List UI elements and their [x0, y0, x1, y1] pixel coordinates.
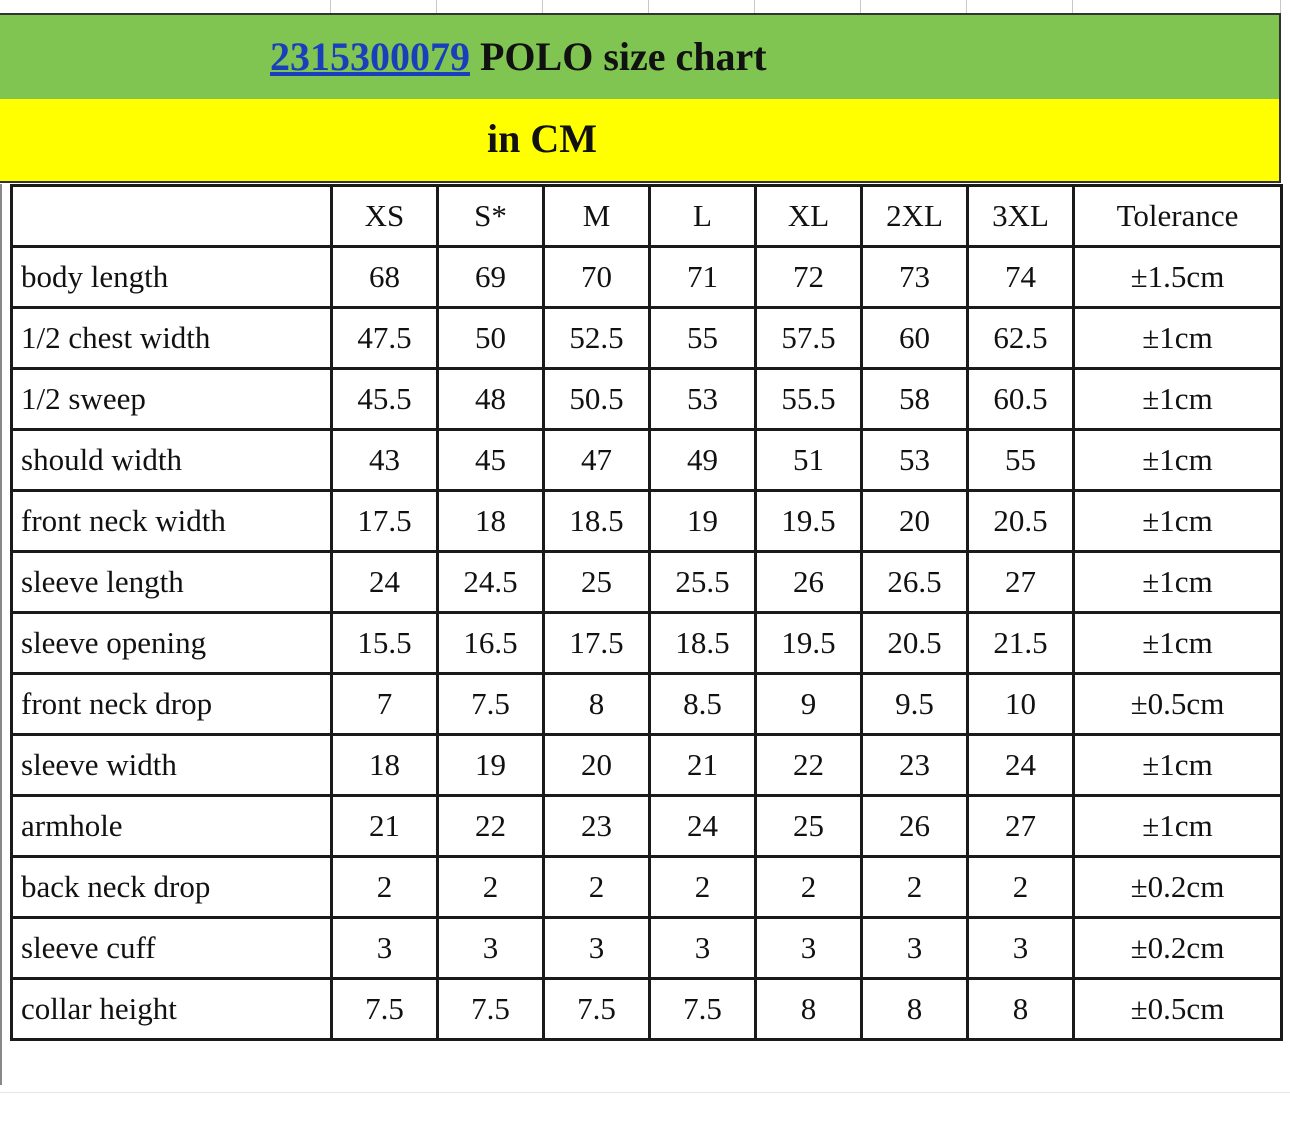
size-value-cell: 3	[650, 918, 756, 979]
table-row	[12, 674, 1282, 735]
size-value-cell: 55.5	[756, 369, 862, 430]
size-value-cell: 71	[650, 247, 756, 308]
measurement-label: armhole	[12, 796, 332, 857]
column-header: Tolerance	[1074, 186, 1282, 247]
size-value-cell: 2	[862, 857, 968, 918]
size-value-cell: 73	[862, 247, 968, 308]
size-value-cell: 45.5	[332, 369, 438, 430]
size-value-cell: 22	[756, 735, 862, 796]
size-value-cell: 3	[438, 918, 544, 979]
size-value-cell: 50	[438, 308, 544, 369]
header-corner-cell	[12, 186, 332, 247]
size-value-cell: 7.5	[332, 979, 438, 1040]
size-value-cell: 8.5	[650, 674, 756, 735]
measurement-label: back neck drop	[12, 857, 332, 918]
size-value-cell: 16.5	[438, 613, 544, 674]
title-suffix: POLO size chart	[470, 34, 767, 79]
column-header: M	[544, 186, 650, 247]
size-value-cell: 26.5	[862, 552, 968, 613]
size-value-cell: 8	[968, 979, 1074, 1040]
column-header: XS	[332, 186, 438, 247]
size-value-cell: 2	[968, 857, 1074, 918]
tolerance-cell: ±0.5cm	[1074, 674, 1282, 735]
size-value-cell: 9.5	[862, 674, 968, 735]
column-header: XL	[756, 186, 862, 247]
table-row	[12, 857, 1282, 918]
size-value-cell: 20.5	[968, 491, 1074, 552]
column-header: S*	[438, 186, 544, 247]
size-value-cell: 69	[438, 247, 544, 308]
size-value-cell: 45	[438, 430, 544, 491]
size-value-cell: 18	[332, 735, 438, 796]
size-value-cell: 25	[756, 796, 862, 857]
size-value-cell: 18.5	[650, 613, 756, 674]
measurement-label: 1/2 chest width	[12, 308, 332, 369]
tolerance-cell: ±1cm	[1074, 369, 1282, 430]
size-value-cell: 26	[756, 552, 862, 613]
size-value-cell: 58	[862, 369, 968, 430]
tolerance-cell: ±1cm	[1074, 430, 1282, 491]
size-value-cell: 19.5	[756, 613, 862, 674]
tolerance-cell: ±1cm	[1074, 735, 1282, 796]
size-value-cell: 17.5	[332, 491, 438, 552]
size-value-cell: 26	[862, 796, 968, 857]
measurement-label: 1/2 sweep	[12, 369, 332, 430]
size-value-cell: 20	[544, 735, 650, 796]
size-value-cell: 27	[968, 552, 1074, 613]
size-value-cell: 17.5	[544, 613, 650, 674]
size-value-cell: 43	[332, 430, 438, 491]
column-header: L	[650, 186, 756, 247]
size-value-cell: 3	[332, 918, 438, 979]
size-value-cell: 2	[332, 857, 438, 918]
size-value-cell: 68	[332, 247, 438, 308]
size-value-cell: 74	[968, 247, 1074, 308]
size-value-cell: 47	[544, 430, 650, 491]
size-value-cell: 52.5	[544, 308, 650, 369]
size-value-cell: 19	[438, 735, 544, 796]
measurement-label: sleeve width	[12, 735, 332, 796]
tolerance-cell: ±1.5cm	[1074, 247, 1282, 308]
size-value-cell: 7	[332, 674, 438, 735]
tolerance-cell: ±1cm	[1074, 552, 1282, 613]
size-value-cell: 15.5	[332, 613, 438, 674]
size-value-cell: 21.5	[968, 613, 1074, 674]
size-value-cell: 53	[862, 430, 968, 491]
size-value-cell: 2	[544, 857, 650, 918]
size-value-cell: 7.5	[650, 979, 756, 1040]
left-border	[0, 184, 2, 1085]
size-value-cell: 2	[438, 857, 544, 918]
header-row	[12, 186, 1282, 247]
tolerance-cell: ±1cm	[1074, 796, 1282, 857]
tolerance-cell: ±0.2cm	[1074, 857, 1282, 918]
tolerance-cell: ±1cm	[1074, 613, 1282, 674]
size-chart-table	[10, 184, 1283, 1041]
size-value-cell: 7.5	[544, 979, 650, 1040]
spreadsheet-grid-bottom	[0, 1092, 1290, 1093]
table-row	[12, 613, 1282, 674]
measurement-label: sleeve length	[12, 552, 332, 613]
size-value-cell: 21	[650, 735, 756, 796]
size-value-cell: 24	[968, 735, 1074, 796]
size-value-cell: 24	[650, 796, 756, 857]
column-header: 3XL	[968, 186, 1074, 247]
tolerance-cell: ±1cm	[1074, 308, 1282, 369]
size-value-cell: 27	[968, 796, 1074, 857]
size-value-cell: 22	[438, 796, 544, 857]
measurement-label: should width	[12, 430, 332, 491]
table-row	[12, 430, 1282, 491]
size-value-cell: 18.5	[544, 491, 650, 552]
size-value-cell: 3	[544, 918, 650, 979]
tolerance-cell: ±0.5cm	[1074, 979, 1282, 1040]
size-value-cell: 55	[650, 308, 756, 369]
spreadsheet-grid-lines	[0, 0, 1282, 14]
size-value-cell: 24.5	[438, 552, 544, 613]
size-value-cell: 8	[862, 979, 968, 1040]
table-row	[12, 369, 1282, 430]
size-value-cell: 10	[968, 674, 1074, 735]
size-value-cell: 3	[862, 918, 968, 979]
size-value-cell: 18	[438, 491, 544, 552]
measurement-label: collar height	[12, 979, 332, 1040]
size-value-cell: 70	[544, 247, 650, 308]
table-row	[12, 979, 1282, 1040]
title-banner	[0, 13, 1281, 101]
size-value-cell: 47.5	[332, 308, 438, 369]
size-value-cell: 8	[756, 979, 862, 1040]
size-value-cell: 48	[438, 369, 544, 430]
table-row	[12, 735, 1282, 796]
size-value-cell: 2	[756, 857, 862, 918]
measurement-label: front neck width	[12, 491, 332, 552]
size-value-cell: 19	[650, 491, 756, 552]
measurement-label: sleeve cuff	[12, 918, 332, 979]
size-value-cell: 3	[968, 918, 1074, 979]
measurement-label: body length	[12, 247, 332, 308]
size-value-cell: 8	[544, 674, 650, 735]
table-row	[12, 491, 1282, 552]
tolerance-cell: ±0.2cm	[1074, 918, 1282, 979]
size-value-cell: 25.5	[650, 552, 756, 613]
table-row	[12, 918, 1282, 979]
size-value-cell: 21	[332, 796, 438, 857]
size-value-cell: 2	[650, 857, 756, 918]
size-value-cell: 24	[332, 552, 438, 613]
size-value-cell: 23	[862, 735, 968, 796]
measurement-label: sleeve opening	[12, 613, 332, 674]
size-value-cell: 7.5	[438, 674, 544, 735]
size-value-cell: 49	[650, 430, 756, 491]
size-value-cell: 3	[756, 918, 862, 979]
size-value-cell: 62.5	[968, 308, 1074, 369]
table-row	[12, 308, 1282, 369]
size-value-cell: 53	[650, 369, 756, 430]
size-value-cell: 20.5	[862, 613, 968, 674]
size-value-cell: 57.5	[756, 308, 862, 369]
size-value-cell: 20	[862, 491, 968, 552]
size-value-cell: 50.5	[544, 369, 650, 430]
page-title	[270, 33, 767, 80]
size-value-cell: 72	[756, 247, 862, 308]
product-code-link[interactable]: 2315300079	[270, 34, 470, 79]
size-value-cell: 55	[968, 430, 1074, 491]
unit-label: in CM	[487, 116, 597, 161]
size-value-cell: 7.5	[438, 979, 544, 1040]
size-value-cell: 9	[756, 674, 862, 735]
size-value-cell: 25	[544, 552, 650, 613]
table-row	[12, 796, 1282, 857]
size-value-cell: 60.5	[968, 369, 1074, 430]
column-header: 2XL	[862, 186, 968, 247]
table-row	[12, 247, 1282, 308]
unit-banner	[0, 99, 1281, 183]
size-value-cell: 19.5	[756, 491, 862, 552]
tolerance-cell: ±1cm	[1074, 491, 1282, 552]
size-value-cell: 23	[544, 796, 650, 857]
size-value-cell: 51	[756, 430, 862, 491]
measurement-label: front neck drop	[12, 674, 332, 735]
table-row	[12, 552, 1282, 613]
size-value-cell: 60	[862, 308, 968, 369]
